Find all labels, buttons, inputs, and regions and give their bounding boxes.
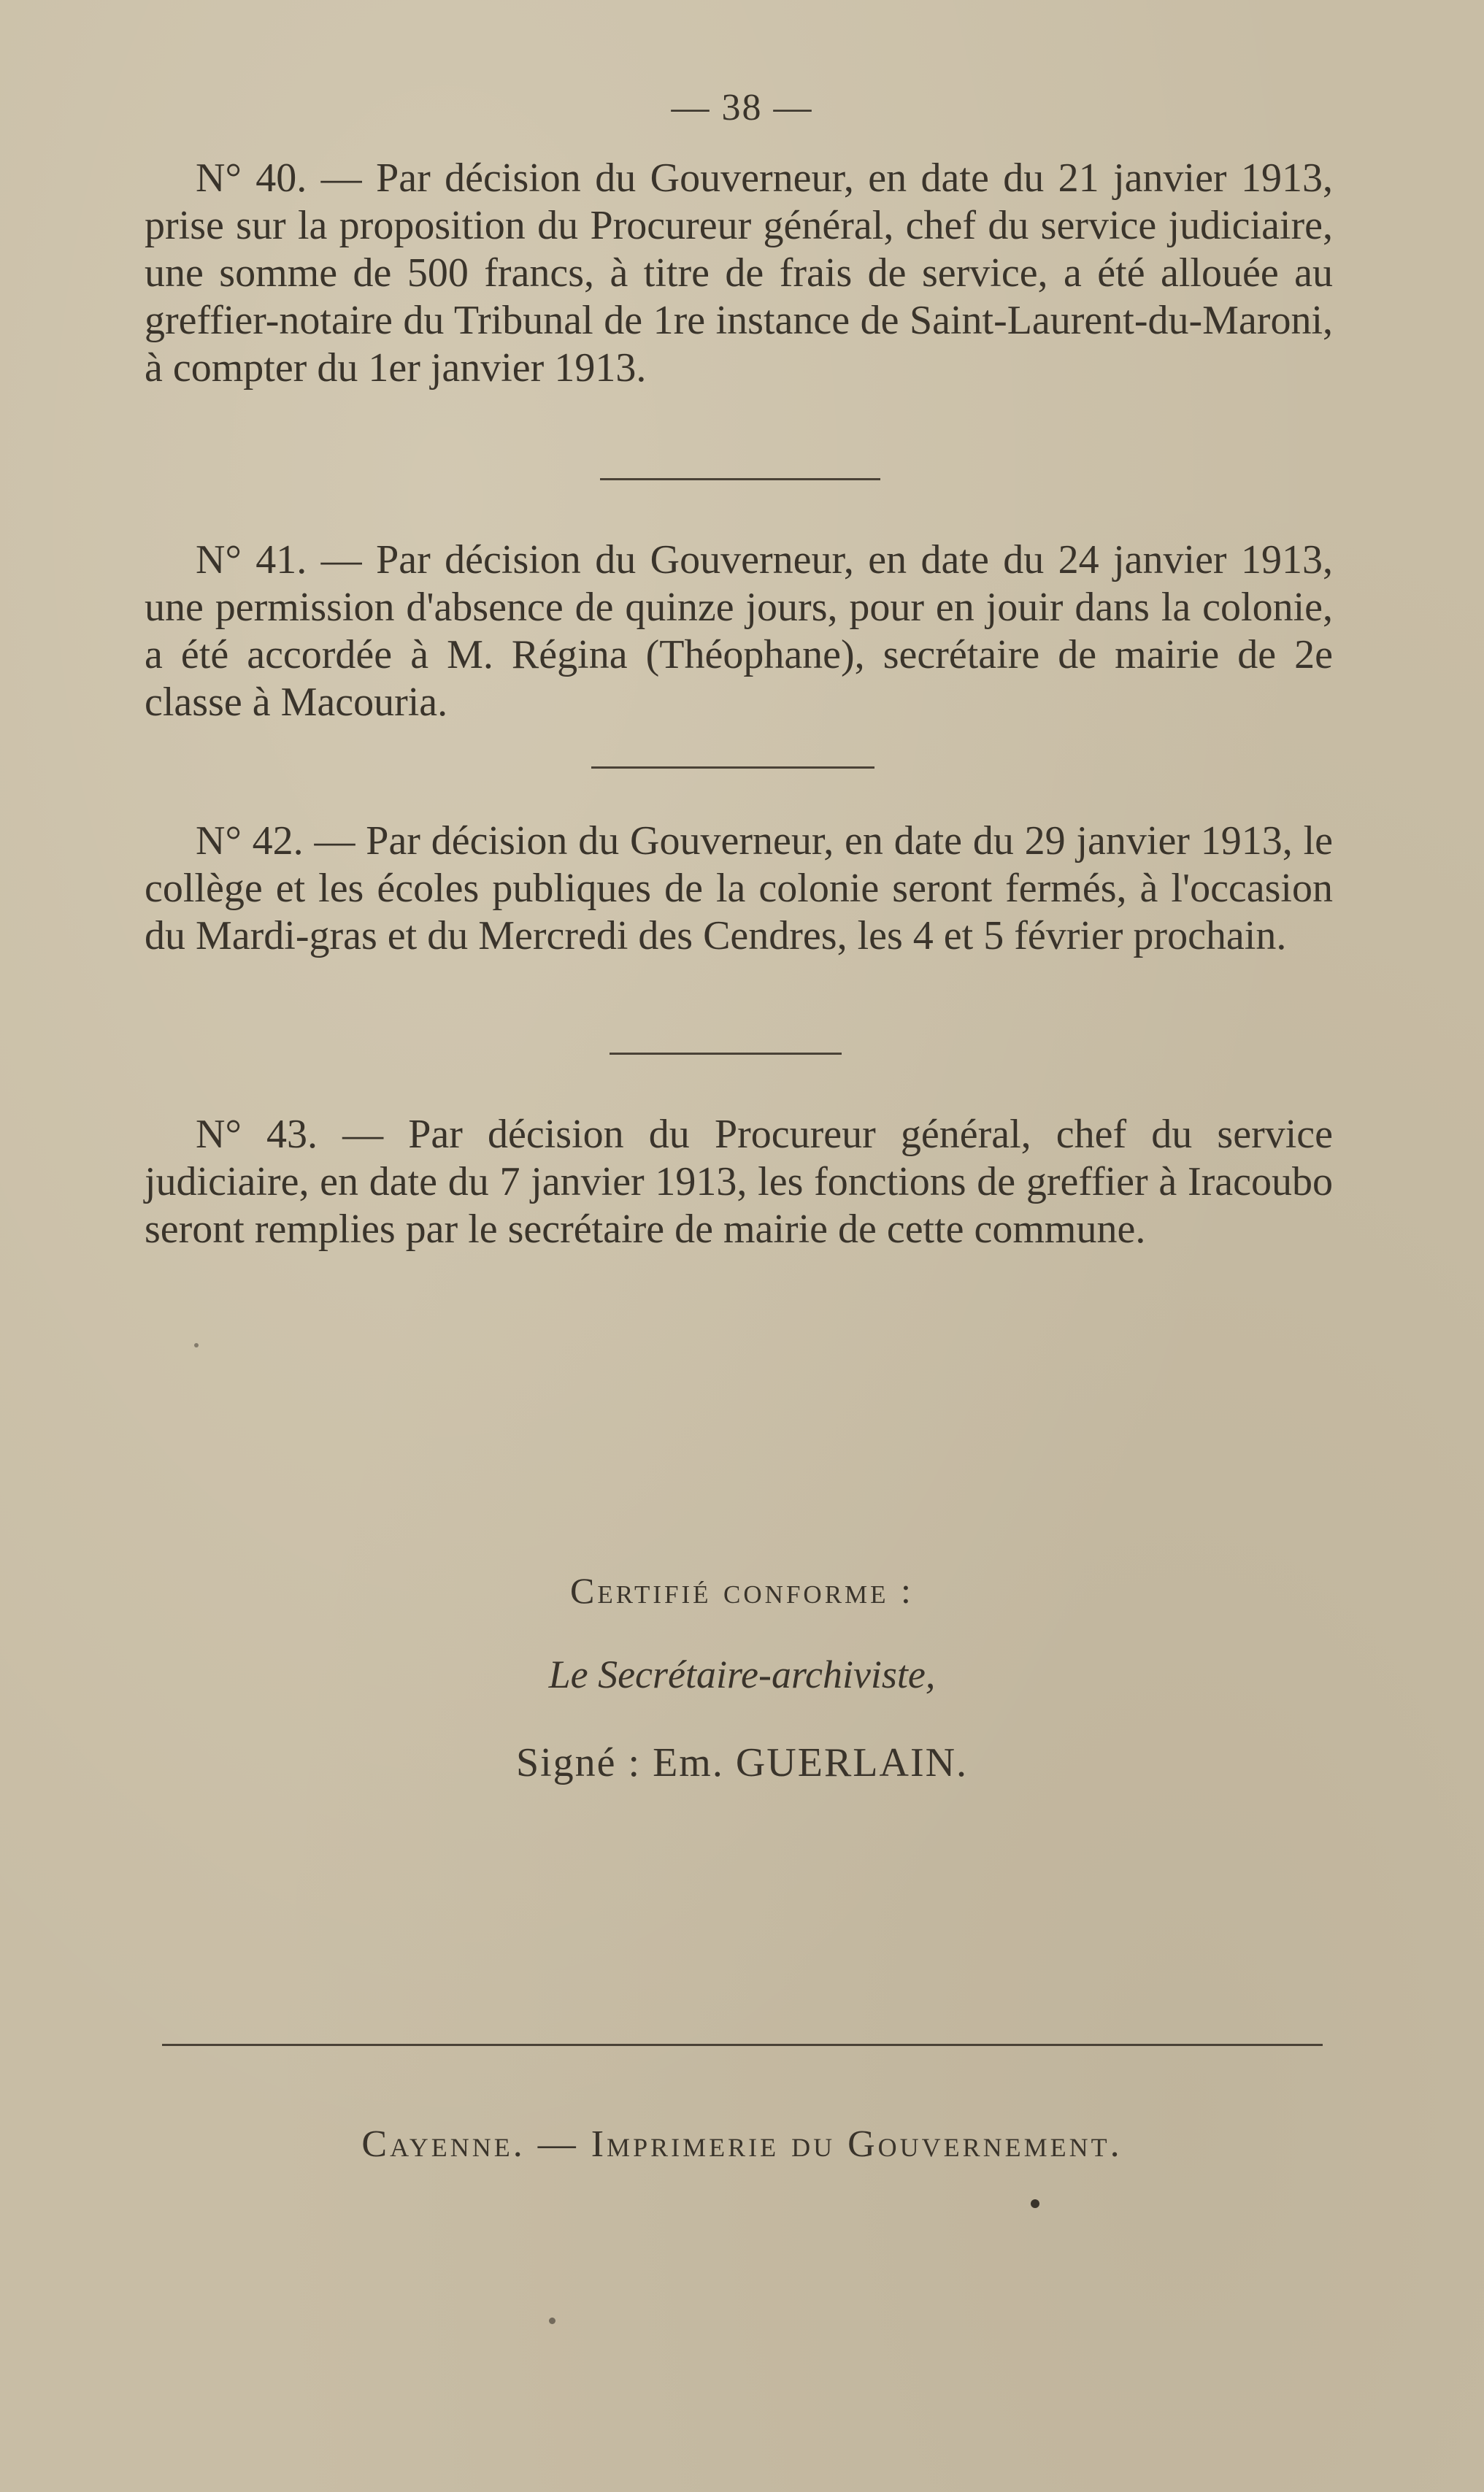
ink-speck (194, 1343, 199, 1347)
ink-speck (549, 2318, 555, 2324)
decision-entry-40 (145, 155, 1333, 392)
certification-heading: Certifié conforme : (570, 1570, 914, 1611)
decision-entry-43 (145, 1111, 1333, 1253)
decision-text-41: N° 41. — Par décision du Gouverneur, en date du 24 janvier 1913, une permission d'absence de quinze jours, pour en jouir dans la colonie, a été accordée à M. Régina (Théophane), secrétaire de mairie de 2e classe à Macouria. (145, 537, 1333, 725)
certification-signature: Signé : Em. GUERLAIN. (515, 1740, 969, 1785)
decision-text-40: N° 40. — Par décision du Gouverneur, en date du 21 janvier 1913, prise sur la proposition du Procureur général, chef du service judiciaire, une somme de 500 francs, à titre de frais de service, a été allouée au greffier-notaire du Tribunal de 1re instance de Saint-Laurent-du-Maroni, à compter du 1er janvier 1913. (145, 155, 1333, 391)
decision-text-43: N° 43. — Par décision du Procureur général, chef du service judiciaire, en date du 7 janvier 1913, les fonctions de greffier à Iracoubo seront remplies par le secrétaire de mairie de cette commune. (145, 1112, 1333, 1252)
section-divider (600, 478, 880, 480)
certification-role: Le Secrétaire-archiviste, (548, 1653, 936, 1696)
section-divider (610, 1053, 842, 1055)
ink-speck (1031, 2199, 1039, 2208)
decision-text-42: N° 42. — Par décision du Gouverneur, en date du 29 janvier 1913, le collège et les écoles publiques de la colonie seront fermés, à l'occasion du Mardi-gras et du Mercredi des Cendres, les 4 et 5 février prochain. (145, 818, 1333, 958)
section-divider (591, 766, 874, 769)
footer-divider (162, 2044, 1323, 2046)
page-number: — 38 — (671, 87, 813, 128)
decision-entry-41 (145, 537, 1333, 726)
printer-imprint: Cayenne. — Imprimerie du Gouvernement. (361, 2123, 1123, 2165)
decision-entry-42 (145, 818, 1333, 960)
